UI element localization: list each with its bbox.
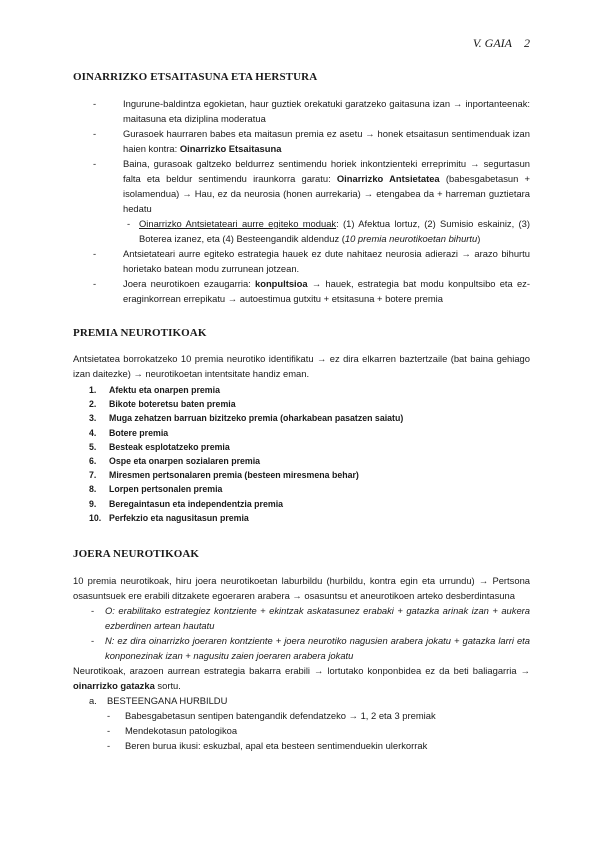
gatazka-paragraph: Neurotikoak, arazoen aurrean estrategia bakarra erabili → lortutako konponbidea ez da beti baliagarria → oinarrizko gatazka sortu. (73, 665, 530, 692)
etsaitasuna-list (73, 96, 530, 306)
page-number: 2 (524, 36, 530, 50)
section-title-etsaitasuna: OINARRIZKO ETSAITASUNA ETA HERSTURA (73, 71, 318, 83)
sub-list-item: - Oinarrizko Antsietateari aurre egiteko moduak: (1) Afektua lortuz, (2) Sumisio eskainiz, (3) Boterea izanez, eta (4) Besteengandik aldenduz (10 premia neurotikoetan bihurtu) (123, 216, 530, 246)
joera-types-list (73, 693, 530, 708)
list-item: - N: ez dira oinarrizko joeraren kontziente + joera neurotiko nagusien arabera jokatu + gatazka larri eta konponezinak izan + nagusitu zaien joeraren arabera jokatu (73, 633, 530, 663)
list-item: - Joera neurotikoen ezaugarria: konpultsioa → hauek, estrategia bat modu konpultsibo eta ez-eraginkorrean errepikatu → autoestimua gutxitu + etsitasuna + botere premia (73, 276, 530, 306)
list-item: - Antsietateari aurre egiteko estrategia hauek ez dute nahitaez neurosia adierazi → arazo bihurtu horietako batean modu zurrunean jotzean. (73, 246, 530, 276)
need-item: 10. Perfekzio eta nagusitasun premia (89, 512, 249, 523)
page-header (473, 36, 530, 51)
need-item: 8. Lorpen pertsonalen premia (89, 484, 223, 495)
needs-list (73, 383, 530, 525)
need-item: 3. Muga zehatzen barruan bizitzeko premia (oharkabean pasatzen saiatu) (89, 413, 404, 424)
list-item: - Beren burua ikusi: eskuzbal, apal eta besteen sentimenduekin ulerkorrak (73, 738, 530, 753)
list-item: - O: erabilitako estrategiez kontziente + ekintzak askatasunez erabaki + gatazka arinak izan + aukera ezberdinen artean hautatu (73, 603, 530, 633)
list-item: - Baina, gurasoak galtzeko beldurrez sentimendu horiek inkontzienteki erreprimitu → segurtasun falta eta beldur sentimendu iraunkorra garatu: Oinarrizko Antsietatea (babesgabetasun + isolamendua) → Hau, ez da neurosia (honen aurrekaria) → etengabea da + harreman guztietara hedatu - Oinarrizko Antsietateari aurre egiteko moduak: (1) Afektua lortuz, (2) Sumisio eskainiz, (3) Boterea izanez, eta (4) Besteengandik aldenduz (10 premia neurotikoetan bihurtu) (73, 156, 530, 246)
list-item: - Mendekotasun patologikoa (73, 723, 530, 738)
premia-intro: Antsietatea borrokatzeko 10 premia neurotiko identifikatu → ez dira elkarren baztertzaile (bat baina gehiago izan daitezke) → neurotikoetan intentsitate handiz eman. (73, 353, 530, 379)
need-item: 6. Ospe eta onarpen sozialaren premia (89, 456, 261, 467)
section-title-joera: JOERA NEUROTIKOAK (73, 548, 200, 561)
section-title-premia: PREMIA NEUROTIKOAK (73, 327, 207, 339)
need-item: 9. Beregaintasun eta independentzia premia (89, 498, 284, 509)
sub-list (123, 216, 530, 246)
list-item: - Ingurune-baldintza egokietan, haur guztiek orekatuki garatzeko gaitasuna izan → inportanteenak: maitasuna eta diziplina moderatua (73, 96, 530, 126)
unit-label: V. GAIA (472, 36, 512, 50)
list-item: - Babesgabetasun sentipen batengandik defendatzeko → 1, 2 eta 3 premiak (73, 708, 530, 723)
list-item: - Gurasoek haurraren babes eta maitasun premia ez asetu → honek etsaitasun sentimenduak izan haien kontra: Oinarrizko Etsaitasuna (73, 126, 530, 156)
document-body (73, 70, 530, 753)
list-item: a. BESTEENGANA HURBILDU (89, 695, 228, 707)
hurbildu-list (73, 708, 530, 753)
need-item: 5. Besteak esplotatzeko premia (89, 441, 230, 452)
need-item: 1. Afektu eta onarpen premia (89, 385, 220, 395)
need-item: 2. Bikote boteretsu baten premia (89, 399, 236, 410)
need-item: 7. Miresmen pertsonalaren premia (besteen miresmena behar) (89, 470, 359, 481)
need-item: 4. Botere premia (89, 427, 169, 438)
joera-intro: 10 premia neurotikoak, hiru joera neurotikoetan laburbildu (hurbildu, kontra egin eta urrundu) → Pertsona osasuntsuek ere erabili ditzakete egoeraren arabera → osasuntsu et aneurotikoen arteko desberdintasuna (73, 575, 530, 602)
o-n-list (73, 603, 530, 663)
